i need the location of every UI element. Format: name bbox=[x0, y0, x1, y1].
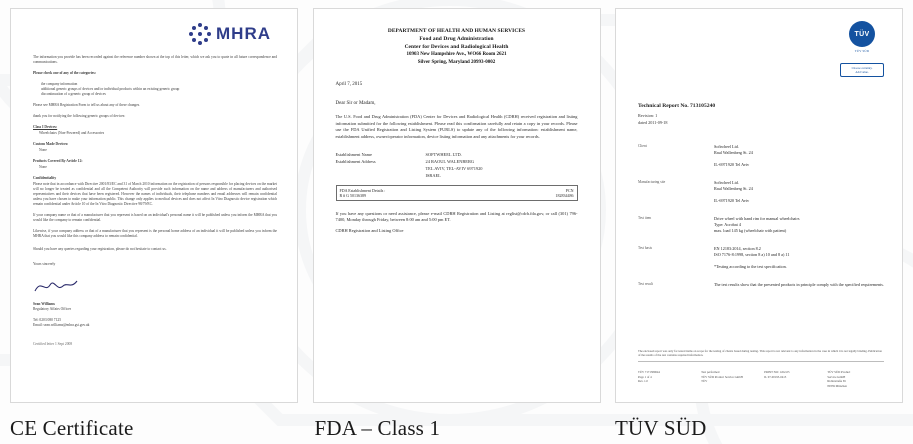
table-row bbox=[638, 282, 884, 288]
tuv-footer bbox=[638, 349, 884, 388]
tuv-row-value: The test results show that the presented products in principle comply with the specified requirements. bbox=[714, 282, 884, 287]
tuv-logo-icon: TÜV bbox=[849, 21, 875, 47]
mhra-class-title: Class I Devices: bbox=[33, 125, 58, 129]
mhra-custom-title: Custom Made Devices: bbox=[33, 142, 69, 146]
fda-agency: Food and Drug Administration bbox=[419, 36, 494, 42]
mhra-article-value: None bbox=[39, 165, 47, 169]
mhra-intro: The information you provide has been recorded against the reference number shown at the top of this letter, which we ask you to quote in all future correspondence and communications. bbox=[33, 55, 277, 64]
mhra-contact-email: Email: sean.williams@mhra.gsi.gov.uk bbox=[33, 323, 90, 327]
mhra-address-paragraph: Likewise, if your company address or that of a manufacturer that you represent is the personal home address of an individual it will be published unless you inform the MHRA that you would like this company address to remain confidential. bbox=[33, 229, 277, 238]
fda-salutation: Dear Sir or Madam, bbox=[335, 101, 376, 107]
fda-center: Center for Devices and Radiological Health bbox=[404, 44, 509, 50]
table-row bbox=[638, 216, 884, 234]
mhra-custom-value: None bbox=[39, 148, 47, 152]
list-item: the company information bbox=[41, 82, 78, 86]
mhra-footer: Certified letter 1 Sept 2008 bbox=[33, 342, 73, 346]
mhra-section1-title: Please check one of any of the categories: bbox=[33, 71, 96, 75]
mhra-company-paragraph: If your company name or that of a manufacturer that you represent is based on an individual's personal name it will be published unless you inform the MHRA that you would like the company to remain confidential. bbox=[33, 213, 277, 222]
tuv-footer-column: Test performed TÜV SÜD Product Service GmbH TÜV bbox=[701, 370, 743, 384]
certificate-item-fda[interactable] bbox=[313, 8, 601, 441]
tuv-footer-column: TÜV SÜD Product Service GmbH Ridlerstraße 65 80339 München bbox=[827, 370, 851, 388]
fda-address-line-2: Silver Spring, Maryland 20993-0002 bbox=[417, 59, 496, 65]
certificate-item-ce[interactable] bbox=[10, 8, 298, 441]
tuv-logo bbox=[840, 21, 884, 77]
certificate-thumbnail-fda[interactable] bbox=[313, 8, 601, 403]
divider bbox=[638, 361, 884, 362]
mhra-logo bbox=[11, 9, 297, 45]
fda-paragraph: The U.S. Food and Drug Administration (FDA) Center for Devices and Radiological Health (CDRH) received registration and listing information submitted for the following establishment. Please read this confirmation carefully and retain a copy in your records. Please use the FDA Unified Registration and Listing System (FURLS) to update any of the following information: establishment name, establishment address, owner/operator information, device listing information and any attachments for your records. bbox=[335, 114, 578, 139]
mhra-queries-paragraph: Should you have any queries regarding your registration, please do not hesitate to contact us. bbox=[33, 247, 167, 251]
tuv-header bbox=[638, 21, 884, 77]
fda-establishment-fields bbox=[336, 151, 578, 179]
mhra-wordmark: MHRA bbox=[216, 24, 271, 43]
fda-registration-box bbox=[336, 185, 578, 201]
mhra-logo-icon bbox=[189, 23, 211, 45]
tuv-footer-column: PRINT NO: 1452-05 IL 07-00195-0413 bbox=[764, 370, 790, 379]
fda-header bbox=[336, 27, 578, 66]
fda-footer-signature: CDRH Registration and Listing Office bbox=[335, 227, 404, 233]
mhra-confidentiality-text: Please note that in accordance with Directive 2001/83/EC and 31 of March 2010 information on the registration of persons responsible for placing devices on the market will no longer be treated as confidential and all the Competent Authority will provide such information on the name and address of manufacturers and authorised representatives and their devices that have been registered. However the names of individuals, their telephone numbers and email addresses will remain confidential unless you have chosen to make your information public. This change only applies to medical devices and does not affect In Vitro Diagnostic device registration which remain confidential under Article 10 of the In Vitro Diagnostic Directive 98/79/EC. bbox=[33, 182, 277, 206]
fda-footer-paragraph: If you have any questions or need assistance, please e-mail CDRH Registration and Listing at reglist@cdrh.fda.gov, or call (301) 796-7400, Monday through Friday, between 8:00 am and 5:00 pm ET. bbox=[335, 210, 578, 223]
tuv-row-label: Client bbox=[638, 144, 647, 148]
tuv-row-label: Test basis bbox=[638, 246, 653, 250]
certificate-thumbnail-tuv[interactable] bbox=[615, 8, 903, 403]
fda-field-label-name: Establishment Name bbox=[335, 151, 372, 157]
list-item: additional generic groups of devices and/or individual products within an existing generic group bbox=[41, 87, 180, 91]
tuv-footer-column: TÜV 7171380644 Page 1 of 4 Rev. 1.0 bbox=[638, 370, 660, 384]
tuv-row-value: EN 12183:2014, section 8.2 ISO 7176-8:1998, section 8 a) 10 and 8 a) 11 *Testing according to the test specification. bbox=[714, 246, 790, 269]
table-row bbox=[638, 180, 884, 204]
fda-box-left-value: R # G 50136389 bbox=[339, 192, 367, 198]
signature-icon bbox=[33, 277, 79, 295]
mhra-signature-name: Sean Williams bbox=[33, 302, 55, 306]
fda-field-value-name: SOFTWHEEL LTD. bbox=[425, 151, 462, 157]
tuv-row-label: Test result bbox=[638, 282, 653, 286]
table-row bbox=[638, 246, 884, 270]
list-item: discontinuation of a generic group of devices bbox=[41, 92, 106, 96]
fda-box-left-label: FDA Establishment Details : bbox=[339, 187, 386, 193]
tuv-date: dated 2011-09-18 bbox=[638, 120, 668, 125]
mhra-section2-sub: thank you for notifying the following generic groups of devices: bbox=[33, 114, 126, 118]
tuv-disclaimer: The enclosed report was only for tested items on scope for the testing of clients based during testing. This report is not relevant to any information in the case in which it is not legally binding. Publication of the results of the test contains required information. bbox=[638, 348, 882, 357]
certificate-thumbnail-ce[interactable] bbox=[10, 8, 298, 403]
tuv-row-value: Softwheel Ltd. Raul Wallenberg St. 24 IL-6971920 Tel Aviv bbox=[714, 180, 753, 203]
certificate-caption-tuv: TÜV SÜD bbox=[615, 416, 707, 440]
fda-department: DEPARTMENT OF HEALTH AND HUMAN SERVICES bbox=[387, 28, 526, 34]
mhra-confidentiality-title: Confidentiality bbox=[33, 176, 57, 180]
fda-field-value-address: 24 RAOUL WALENBERG TEL AVIV, TEL-AVIV 6971920 ISRAEL bbox=[425, 158, 483, 178]
certificate-caption-fda: FDA – Class 1 bbox=[314, 416, 441, 440]
mhra-section2: Please see MHRA Registration Form to tell us about any of these changes. bbox=[33, 103, 141, 107]
tuv-logo-subtext: TÜV SÜD bbox=[854, 49, 870, 53]
fda-box-right-label: PCN bbox=[565, 187, 574, 193]
fda-address-line-1: 10903 New Hampshire Ave., WO66 Room 2621 bbox=[406, 52, 507, 57]
tuv-row-value: Softwheel Ltd. Raul Wallenberg St. 24 IL-6971920 Tel Aviv bbox=[714, 144, 753, 167]
fda-date: April 7, 2015 bbox=[335, 82, 363, 88]
mhra-class-value: Wheelchairs (Non-Powered) and Accessories bbox=[39, 131, 105, 135]
tuv-row-label: Test item bbox=[638, 216, 652, 220]
mhra-letter-body bbox=[11, 45, 297, 347]
mhra-closing: Yours sincerely bbox=[33, 262, 56, 266]
mhra-contact-tel: Tel: 0203 080 7125 bbox=[33, 318, 61, 322]
tuv-tagline-badge: Choose certainty. Add value. bbox=[840, 63, 884, 77]
fda-field-label-address: Establishment Address bbox=[335, 158, 376, 164]
tuv-report-title: Technical Report No. 713105240 bbox=[638, 103, 716, 109]
tuv-detail-rows bbox=[638, 144, 884, 288]
mhra-signature-title: Regulatory Affairs Officer bbox=[33, 307, 71, 311]
table-row bbox=[638, 144, 884, 168]
certificate-caption-ce: CE Certificate bbox=[10, 416, 134, 440]
fda-box-right-value: 182834486 bbox=[555, 192, 574, 198]
tuv-revision: Revision: 1 bbox=[638, 113, 658, 118]
tuv-row-label: Manufacturing site bbox=[638, 180, 666, 184]
mhra-article-title: Products Covered By Article 12: bbox=[33, 159, 83, 163]
certificate-item-tuv[interactable] bbox=[615, 8, 903, 441]
tuv-row-value: Drive wheel with hand rim for manual wheelchairs Type: Acrobat 4 max. load 145 kg (wheelchair with patient) bbox=[714, 216, 800, 233]
mhra-section1-items bbox=[33, 82, 277, 97]
